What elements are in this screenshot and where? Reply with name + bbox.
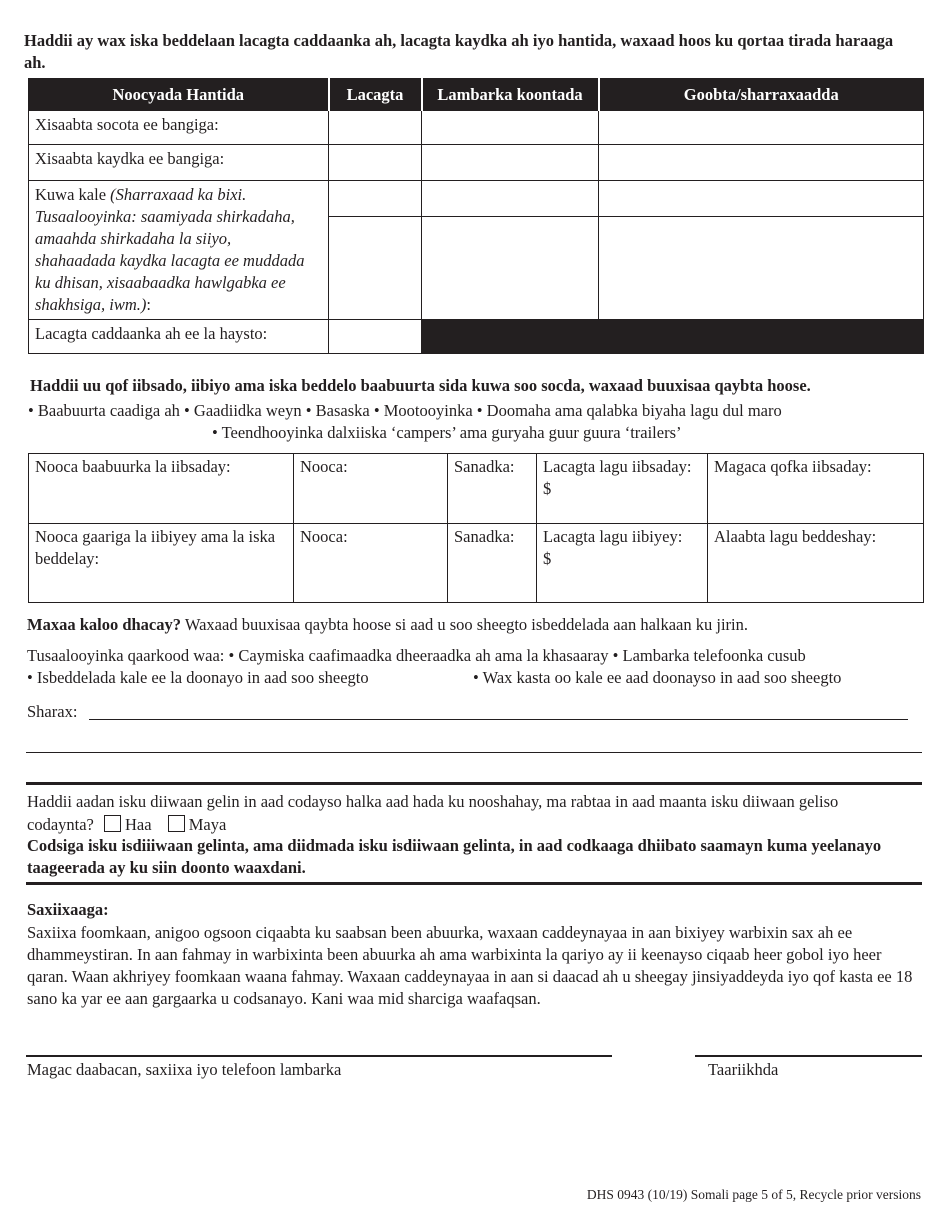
vehicle-bought-kind[interactable]: Nooca:	[294, 454, 448, 524]
row-savings-label: Xisaabta kaydka ee bangiga:	[29, 145, 329, 181]
header-amount: Lacagta	[329, 79, 422, 111]
checking-account-cell[interactable]	[422, 111, 599, 145]
vehicle-bought-amount[interactable]	[537, 454, 708, 524]
other-amount-cell-1[interactable]	[329, 181, 422, 217]
row-checking-label: Xisaabta socota ee bangiga:	[29, 111, 329, 145]
other-changes-instruction: Waxaad buuxisaa qaybta hoose si aad u soo sheegto isbeddelada aan halkaan ku jirin.	[181, 615, 749, 634]
signature-line-label: Magac daabacan, saxiixa iyo telefoon lambarka	[27, 1060, 342, 1079]
voter-no-checkbox[interactable]	[168, 815, 185, 832]
other-examples-line2b: • Wax kasta oo kale ee aad doonayso in aad soo sheegto	[473, 668, 842, 687]
vehicle-bought-amount-label: Lacagta lagu iibsaday:	[543, 457, 692, 476]
other-examples-line2a: • Isbeddelada kale ee la doonayo in aad soo sheegto	[27, 668, 369, 687]
other-examples-line1: Tusaalooyinka qaarkood waa: • Caymiska caafimaadka dheeraadka ah ama la khasaaray • Lambarka telefoonka cusub	[27, 646, 806, 665]
other-location-cell-1[interactable]	[599, 181, 924, 217]
vehicle-traded-items[interactable]: Alaabta lagu beddeshay:	[708, 524, 924, 603]
assets-table	[28, 78, 924, 354]
vehicle-bought-year[interactable]: Sanadka:	[448, 454, 537, 524]
row-other-tail: :	[146, 295, 151, 314]
header-location-description: Goobta/sharraxaadda	[599, 79, 924, 111]
other-changes-heading	[27, 615, 748, 635]
voter-question-text: Haddii aadan isku diiwaan gelin in aad codayso halka aad hada ku nooshahay, ma rabtaa in aad maanta isku diiwaan geliso codaynta?	[27, 792, 839, 834]
other-location-cell-2[interactable]	[599, 216, 924, 319]
explain-label: Sharax:	[27, 702, 78, 721]
vehicle-sold-kind[interactable]: Nooca:	[294, 524, 448, 603]
intro-instructions: Haddii ay wax iska beddelaan lacagta caddaanka ah, lacagta kaydka ah iyo hantida, waxaad hoos ku qortaa tirada haraaga ah.	[24, 31, 894, 72]
vehicle-bought-currency: $	[543, 479, 552, 498]
signature-statement: Saxiixa foomkaan, anigoo ogsoon ciqaabta ku saabsan been abuurka, waxaan caddeynayaa in aan bixiyey warbixin sax ah ee dhammeystiran. In aan fahmay in warbixinta been abuurka ah ama warbixinta la qariyo ay ii keenayso ciqaab heer gobol iyo heer qaran. Waan akhriyey foomkaan waana fahmay. Waxaan caddeynayaa in aan si daacad ah u sheegay jinsiyaddeyda iyo qof kasta ee 18 sano ka yar ee aan gargaarka u codsanayo. Kani waa mid sharciga waafaqsan.	[27, 923, 913, 1008]
signature-line[interactable]	[26, 1055, 612, 1057]
vehicle-sold-amount[interactable]	[537, 524, 708, 603]
page-footer: DHS 0943 (10/19) Somali page 5 of 5, Recycle prior versions	[586, 1187, 921, 1202]
vehicles-table	[28, 453, 924, 603]
other-account-cell-1[interactable]	[422, 181, 599, 217]
other-changes-title: Maxaa kaloo dhacay?	[27, 615, 182, 634]
row-other-lead: Kuwa kale	[35, 185, 111, 204]
vehicle-sold-currency: $	[543, 549, 552, 568]
row-cash-label: Lacagta caddaanka ah ee la haysto:	[29, 320, 329, 354]
voter-yes-label: Haa	[125, 815, 152, 834]
savings-location-cell[interactable]	[599, 145, 924, 181]
explain-line-1[interactable]	[89, 719, 908, 720]
vehicle-buyer-name[interactable]: Magaca qofka iibsaday:	[708, 454, 924, 524]
vehicle-sold-amount-label: Lacagta lagu iibiyey:	[543, 527, 683, 546]
other-amount-cell-2[interactable]	[329, 216, 422, 319]
voter-bottom-rule	[26, 882, 922, 885]
row-other-label	[29, 181, 329, 320]
header-account-number: Lambarka koontada	[422, 79, 599, 111]
cash-shaded-cell	[422, 320, 924, 354]
explain-line-2[interactable]	[26, 752, 922, 753]
row-other-examples: (Sharraxaad ka bixi. Tusaalooyinka: saamiyada shirkadaha, amaahda shirkadaha la siiyo, shahaadada kaydka lacagta ee muddada ku dhisan, xisaabaadka hawlgabka ee shakhsiga, iwm.)	[35, 185, 305, 314]
header-asset-type: Noocyada Hantida	[29, 79, 329, 111]
voter-no-label: Maya	[188, 815, 227, 834]
voter-top-rule	[26, 782, 922, 785]
date-line[interactable]	[695, 1055, 922, 1057]
checking-location-cell[interactable]	[599, 111, 924, 145]
cash-amount-cell[interactable]	[329, 320, 422, 354]
vehicle-types-line2: • Teendhooyinka dalxiiska ‘campers’ ama guryaha guur guura ‘trailers’	[212, 423, 682, 442]
voter-notice: Codsiga isku isdiiiwaan gelinta, ama diidmada isku isdiiwaan gelinta, in aad codkaaga dhiibato saamayn kuma yeelanayo taageerada ay ku siin doonto waaxdani.	[27, 836, 882, 877]
savings-account-cell[interactable]	[422, 145, 599, 181]
voter-yes-checkbox[interactable]	[104, 815, 121, 832]
voter-question	[27, 790, 907, 836]
vehicle-sold-year[interactable]: Sanadka:	[448, 524, 537, 603]
vehicle-types-line1: • Baabuurta caadiga ah • Gaadiidka weyn • Basaska • Mootooyinka • Doomaha ama qalabka biyaha lagu dul maro	[28, 401, 782, 420]
date-line-label: Taariikhda	[708, 1060, 779, 1079]
savings-amount-cell[interactable]	[329, 145, 422, 181]
checking-amount-cell[interactable]	[329, 111, 422, 145]
signature-heading: Saxiixaaga:	[27, 900, 109, 919]
vehicle-sold-type[interactable]: Nooca gaariga la iibiyey ama la iska beddelay:	[29, 524, 294, 603]
vehicle-bought-type[interactable]: Nooca baabuurka la iibsaday:	[29, 454, 294, 524]
other-account-cell-2[interactable]	[422, 216, 599, 319]
vehicles-heading: Haddii uu qof iibsado, iibiyo ama iska beddelo baabuurta sida kuwa soo socda, waxaad buuxisaa qaybta hoose.	[30, 376, 811, 395]
